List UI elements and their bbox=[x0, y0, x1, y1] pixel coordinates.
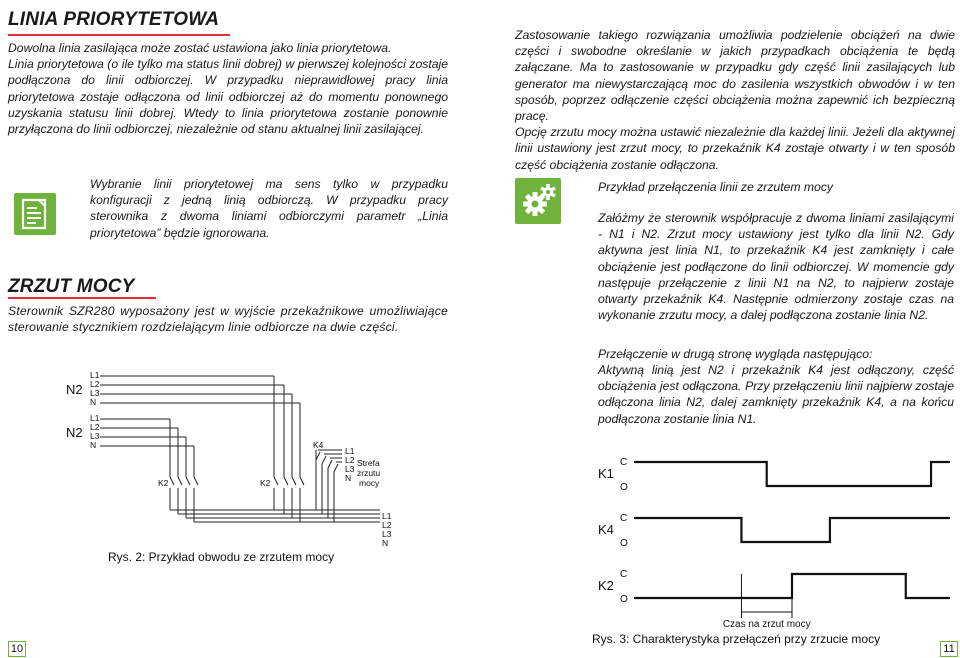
n2-bottom-label: N2 bbox=[66, 425, 83, 440]
reverse-switch-text: Aktywną linią jest N2 i przekaźnik K4 jest odłączony, część obciążenia jest odłączona. Przy przełączeniu linii najpierw zostaje odłączona linia N2, dalej zamknięty przekaźnik K4, a na końcu podłączona zostanie linia N1. bbox=[598, 363, 954, 426]
priority-note-text: Wybranie linii priorytetowej ma sens tylko w przypadku konfiguracji z jedną linią odbiorczą. W przypadku pracy sterownika z dwoma liniami odbiorczymi parametr „Linia priorytetowa” będzie ignorowana. bbox=[90, 177, 448, 240]
example-title: Przykład przełączenia linii ze zrzutem mocy bbox=[598, 180, 834, 194]
line-label-top-l2: L2 bbox=[90, 379, 100, 389]
load-line-l2: L2 bbox=[382, 520, 392, 530]
section-title-load-shedding: ZRZUT MOCY bbox=[8, 276, 135, 297]
k2-label-left: K2 bbox=[158, 478, 169, 488]
load-line-n: N bbox=[382, 538, 389, 548]
line-label-bottom-l3: L3 bbox=[90, 431, 100, 441]
intro-paragraph-2: Linia priorytetowa (o ile tylko ma status linii dobrej) w pierwszej kolejności zostaje podłączona do linii odbiorczej. W przypadku nieprawidłowej pracy linia priorytetowa zostaje odłączona od linii odbiorczej aż do momentu ponownego uzyskania statusu linii dobrej. Wtedy to linia priorytetowa zostanie ponownie przyłączona do linii odbiorczej, niezależnie od stanu aktualnej linii zasilającej. bbox=[8, 57, 448, 137]
right-paragraph-2: Opcję zrzutu mocy można ustawić niezależnie dla każdej linii. Jeżeli dla aktywnej linii ustawiony jest zrzut mocy, to przekaźnik K4 zostaje otwarty i w ten sposób część obciążenia zostanie odłączona. bbox=[515, 125, 955, 172]
example-icon-box bbox=[515, 178, 561, 224]
k4-label: K4 bbox=[313, 440, 324, 450]
k2-label-right: K2 bbox=[260, 478, 271, 488]
gears-icon bbox=[515, 178, 561, 224]
timing-diagram bbox=[594, 440, 954, 632]
state-open-k1: O bbox=[620, 482, 628, 493]
shed-window-label: Czas na zrzut mocy bbox=[722, 619, 811, 630]
state-closed-k1: C bbox=[620, 457, 628, 468]
title-underline bbox=[8, 34, 230, 36]
section-title-priority-line: LINIA PRIORYTETOWA bbox=[8, 9, 220, 30]
load-line-l1: L1 bbox=[382, 511, 392, 521]
n2-top-label: N2 bbox=[66, 382, 83, 397]
shed-zone-label-2: zrzutu bbox=[357, 468, 381, 478]
shed-zone-label-1: Strefa bbox=[357, 458, 380, 468]
line-label-bottom-l1: L1 bbox=[90, 413, 100, 423]
load-line-l3: L3 bbox=[382, 529, 392, 539]
state-open-k2: O bbox=[620, 594, 628, 605]
shed-line-l1: L1 bbox=[345, 446, 355, 456]
waveform-k4 bbox=[634, 518, 950, 542]
document-icon bbox=[14, 193, 56, 235]
reverse-switch-title: Przełączenie w drugą stronę wygląda następująco: bbox=[598, 347, 873, 361]
figure-2-caption: Rys. 2: Przykład obwodu ze zrzutem mocy bbox=[108, 550, 335, 564]
intro-paragraph-1: Dowolna linia zasilająca może zostać ustawiona jako linia priorytetowa. bbox=[8, 41, 392, 55]
line-label-top-n: N bbox=[90, 397, 97, 407]
waveform-k1 bbox=[634, 462, 950, 486]
signal-label-k4: K4 bbox=[598, 522, 614, 537]
example-text: Załóżmy że sterownik współpracuje z dwoma liniami zasilającymi - N1 i N2. Zrzut mocy ustawiony jest tylko dla linii N2. Gdy aktywna jest linia N1, to przekaźnik K4 jest zamknięty i całe obciążenie jest podłączone do linii odbiorczej. W momencie gdy następuje przełączenie z linii N1 na N2, to najpierw zostaje otwarty przekaźnik K4. Następnie odmierzony zostaje czas na wykonanie zrzutu mocy, a dalej podłączona zostanie linia N2. bbox=[598, 211, 954, 323]
line-label-top-l1: L1 bbox=[90, 370, 100, 380]
line-label-bottom-n: N bbox=[90, 440, 97, 450]
page-number-left: 10 bbox=[8, 641, 26, 657]
shed-line-l3: L3 bbox=[345, 464, 355, 474]
shed-line-l2: L2 bbox=[345, 455, 355, 465]
signal-label-k2: K2 bbox=[598, 578, 614, 593]
circuit-diagram bbox=[60, 362, 420, 552]
right-column-intro bbox=[515, 27, 955, 173]
line-label-top-l3: L3 bbox=[90, 388, 100, 398]
shed-zone-label-3: mocy bbox=[359, 478, 380, 488]
note-icon-box bbox=[14, 193, 56, 235]
line-label-bottom-l2: L2 bbox=[90, 422, 100, 432]
title-underline-2 bbox=[8, 297, 156, 299]
right-paragraph-1: Zastosowanie takiego rozwiązania umożliwia podzielenie obciążeń na dwie części i swobodne określanie w jakich przypadkach obciążenia te będą załączane. Ma to zastosowanie w przypadku gdy część linii zasilających lub generator ma niewystarczającą moc do zasilenia wszystkich obwodów i w ten sposób, poprzez odłączenie części obciążenia można zapewnić ich bezpieczną pracę. bbox=[515, 28, 955, 124]
state-closed-k4: C bbox=[620, 513, 628, 524]
page-number-right: 11 bbox=[940, 641, 958, 657]
load-shedding-intro: Sterownik SZR280 wyposażony jest w wyjście przekaźnikowe umożliwiające sterowanie stycznikiem rozdzielającym linie odbiorcze na dwie części. bbox=[8, 304, 448, 335]
state-open-k4: O bbox=[620, 538, 628, 549]
priority-intro-text bbox=[8, 40, 448, 137]
figure-3-caption: Rys. 3: Charakterystyka przełączeń przy zrzucie mocy bbox=[592, 632, 881, 646]
shed-line-n: N bbox=[345, 473, 352, 483]
signal-label-k1: K1 bbox=[598, 466, 614, 481]
state-closed-k2: C bbox=[620, 569, 628, 580]
